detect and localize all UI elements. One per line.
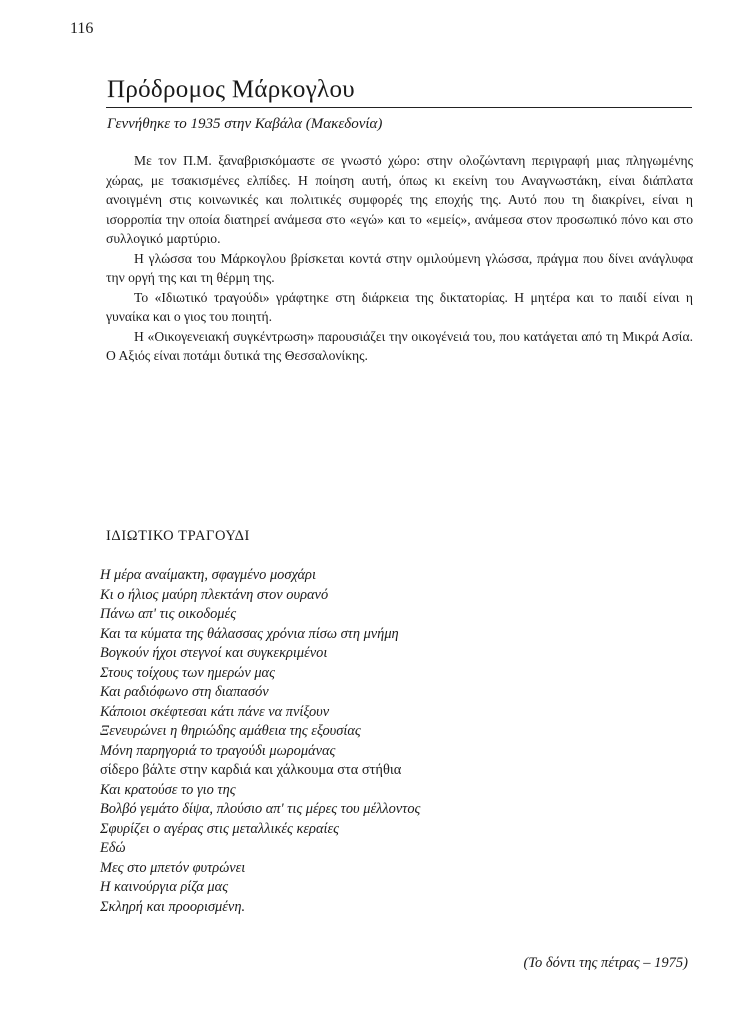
poem-line: Ξενευρώνει η θηριώδης αμάθεια της εξουσίας [100, 723, 361, 739]
poem-line: σίδερο βάλτε στην καρδιά και χάλκουμα στα στήθια [100, 762, 402, 778]
poem-line: Στους τοίχους των ημερών μας [100, 664, 275, 681]
bio-paragraph: Η «Οικογενειακή συγκέντρωση» παρουσιάζει την οικογένειά του, που κατάγεται από τη Μικρά Ασία. Ο Αξιός είναι ποτάμι δυτικά της Θεσσαλονίκης. [106, 328, 693, 363]
bio-paragraph: Η γλώσσα του Μάρκογλου βρίσκεται κοντά στην ομιλούμενη γλώσσα, πράγμα που δίνει ανάγλυφα την οργή της και τη θέρμη της. [106, 250, 693, 285]
poem-line: Και τα κύματα της θάλασσας χρόνια πίσω στη μνήμη [100, 625, 399, 642]
bio-paragraph: Με τον Π.Μ. ξαναβρισκόμαστε σε γνωστό χώρο: στην ολοζώντανη περιγραφή μιας πληγωμένης χώρας, με τσακισμένες ελπίδες. Η ποίηση αυτή, όπως κι εκείνη του Αναγνωστάκη, είναι διάπλατα ανοιγμένη στις κοινωνικές και πολιτικές συμφορές της εποχής της. Αυτό που τη διακρίνει, είναι η ισορροπία την οποία διατηρεί ανάμεσα στο «εγώ» και το «εμείς», ανάμεσα στον προσωπικό πόνο και στο συλλογικό μαρτύριο. [106, 153, 693, 246]
bio-paragraph: Το «Ιδιωτικό τραγούδι» γράφτηκε στη διάρκεια της δικτατορίας. Η μητέρα και το παιδί είναι η γυναίκα και ο γιος του ποιητή. [106, 289, 693, 324]
poem-line: Κι ο ήλιος μαύρη πλεκτάνη στον ουρανό [100, 586, 329, 603]
title-rule [106, 107, 692, 108]
poem-line: Μες στο μπετόν φυτρώνει [100, 859, 246, 876]
poem-line: Κάποιοι σκέφτεσαι κάτι πάνε να πνίξουν [100, 703, 330, 720]
poem-line: Εδώ [100, 840, 126, 856]
poem-line: Βολβό γεμάτο δίψα, πλούσιο απ' τις μέρες του μέλλοντος [100, 801, 421, 817]
page-number: 116 [70, 20, 94, 37]
poem-line: Σφυρίζει ο αγέρας στις μεταλλικές κεραίες [100, 820, 340, 837]
poem-title: ΙΔΙΩΤΙΚΟ ΤΡΑΓΟΥΔΙ [106, 528, 250, 544]
poem-line: Και ραδιόφωνο στη διαπασόν [100, 684, 269, 700]
bio-section [106, 151, 693, 366]
poem-line: Σκληρή και προορισμένη. [100, 898, 246, 915]
birth-line: Γεννήθηκε το 1935 στην Καβάλα (Μακεδονία) [107, 116, 383, 132]
poem-body [100, 566, 420, 917]
poem-line: Βογκούν ήχοι στεγνοί και συγκεκριμένοι [100, 645, 328, 661]
poem-line: Και κρατούσε το γιο της [100, 781, 236, 798]
poem-line: Η μέρα αναίμακτη, σφαγμένο μοσχάρι [100, 567, 316, 583]
poem-line: Η καινούργια ρίζα μας [100, 879, 229, 895]
poem-source: (Το δόντι της πέτρας – 1975) [523, 955, 688, 971]
poem-line: Πάνω απ' τις οικοδομές [100, 606, 237, 622]
poem-line: Μόνη παρηγοριά το τραγούδι μωρομάνας [100, 742, 336, 759]
author-title: Πρόδρομος Μάρκογλου [107, 76, 355, 103]
